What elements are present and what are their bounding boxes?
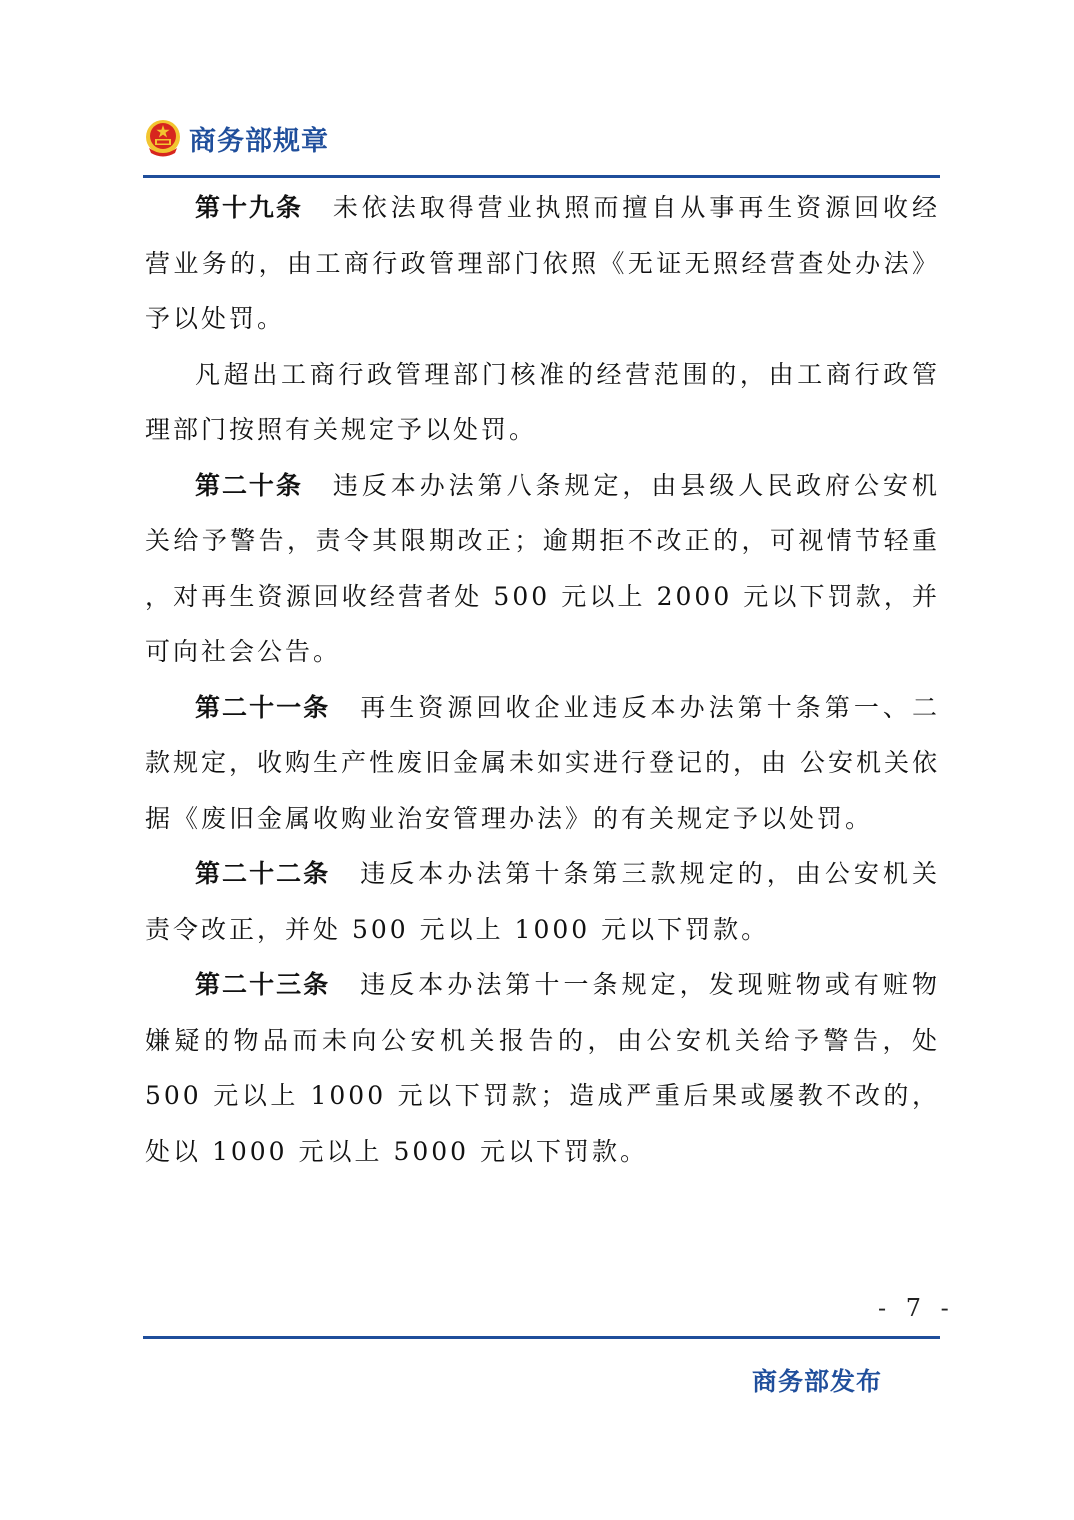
article-21 <box>145 680 940 847</box>
article-text: 违反本办法第八条规定，由县级人民政府公安机关给予警告，责令其限期改正；逾期拒不改正的，可视情节轻重 ，对再生资源回收经营者处 500 元以上 2000 元以下罚款，并可向社会公告。 <box>145 470 940 666</box>
article-23 <box>145 957 940 1179</box>
national-emblem-icon <box>143 118 183 158</box>
page-header <box>143 114 329 162</box>
article-label: 第二十一条 <box>195 692 331 722</box>
article-label: 第二十二条 <box>195 859 331 888</box>
article-text: 再生资源回收企业违反本办法第十条第一、二款规定，收购生产性废旧金属未如实进行登记的，由 公安机关依据《废旧金属收购业治安管理办法》的有关规定予以处罚。 <box>145 692 940 833</box>
page-number: - 7 - <box>878 1294 955 1322</box>
article-19-paragraph-2 <box>145 347 940 458</box>
article-text: 未依法取得营业执照而擅自从事再生资源回收经营业务的，由工商行政管理部门依照《无证无照经营查处办法》予以处罚。 <box>145 193 940 333</box>
footer-divider <box>143 1336 940 1339</box>
article-20 <box>145 458 940 680</box>
article-text: 违反本办法第十条第三款规定的，由公安机关责令改正，并处 500 元以上 1000 元以下罚款。 <box>145 859 940 944</box>
header-title: 商务部规章 <box>189 125 329 157</box>
article-text: 凡超出工商行政管理部门核准的经营范围的，由工商行政管理部门按照有关规定予以处罚。 <box>145 359 940 444</box>
header-divider <box>143 175 940 178</box>
article-19 <box>145 180 940 347</box>
article-label: 第十九条 <box>195 193 303 222</box>
article-text: 违反本办法第十一条规定，发现赃物或有赃物嫌疑的物品而未向公安机关报告的，由公安机关给予警告，处 500 元以上 1000 元以下罚款；造成严重后果或屡教不改的，处以 1000 元以上 5000 元以下罚款。 <box>145 970 940 1166</box>
article-label: 第二十三条 <box>195 970 331 999</box>
document-body <box>145 180 940 1179</box>
footer-publisher: 商务部发布 <box>752 1367 883 1396</box>
article-label: 第二十条 <box>195 470 303 500</box>
article-22 <box>145 846 940 957</box>
